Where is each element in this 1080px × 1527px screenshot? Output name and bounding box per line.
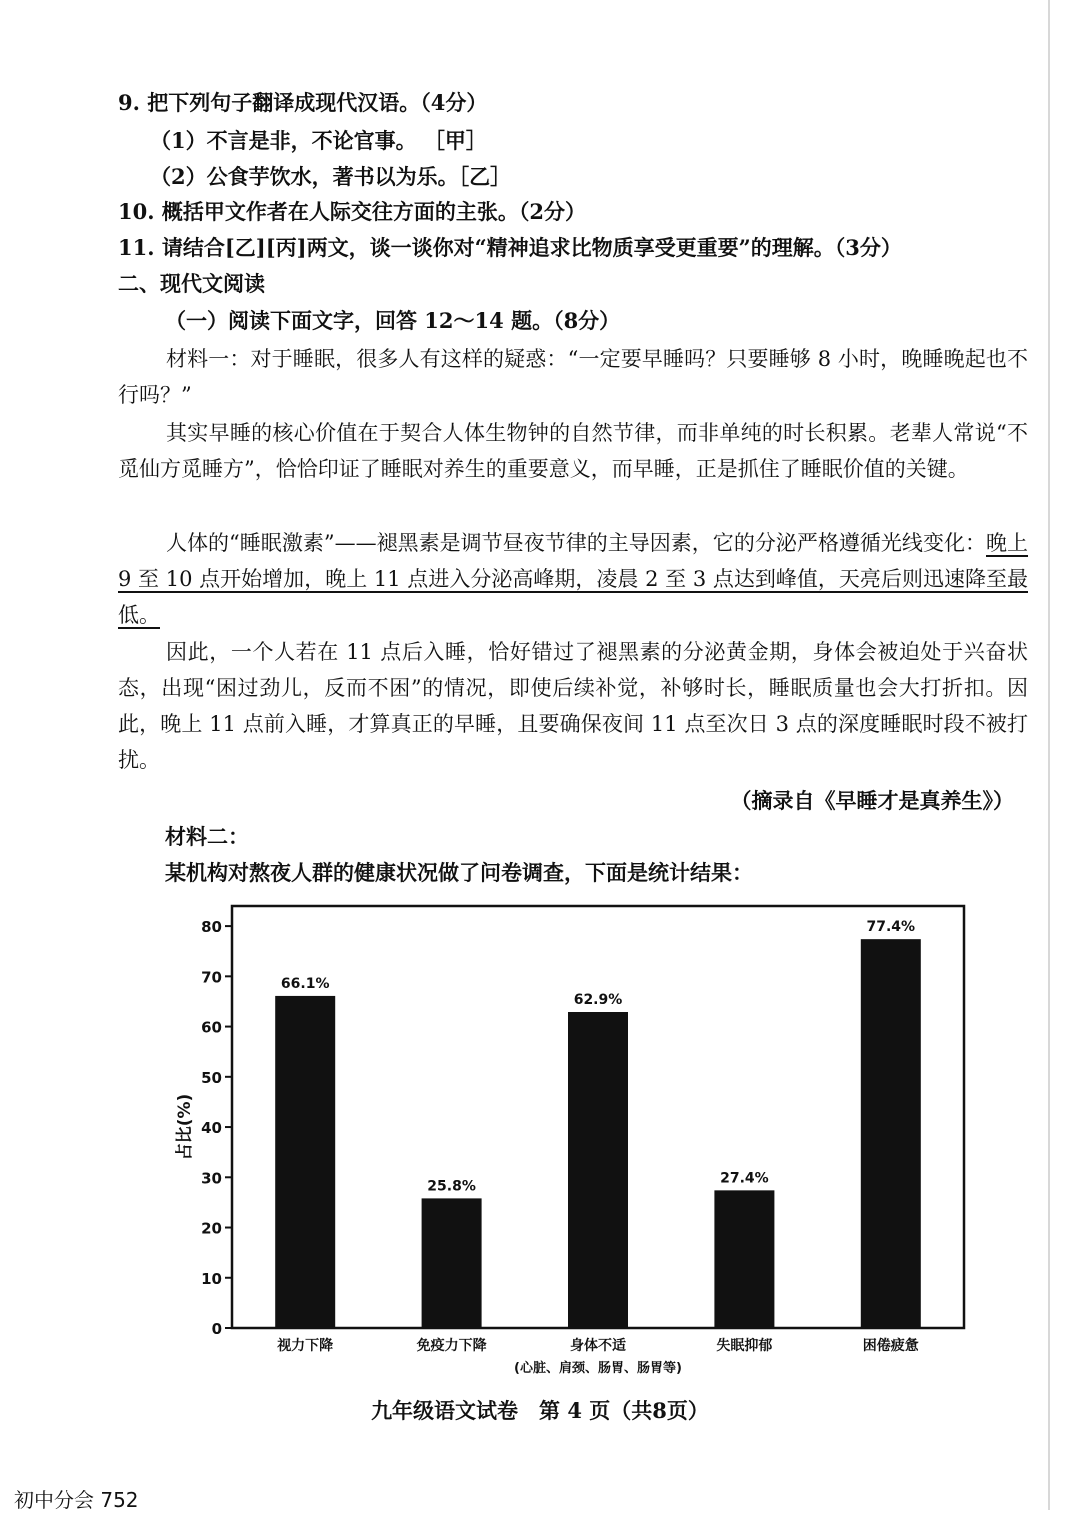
material2-label: 材料二： — [165, 824, 249, 849]
material1-paragraph-4: 因此，一个人若在 11 点后入睡，恰好错过了褪黑素的分泌黄金期，身体会被迫处于兴奋状态，出现“困过劲儿，反而不困”的情况，即使后续补觉，补够时长，睡眠质量也会大打折扣。因此，晚上 11 点前入睡，才算真正的早睡，且要确保夜间 11 点至次日 3 点的深度睡眠时段不被打扰。 — [118, 640, 1028, 772]
bar-value-label: 25.8% — [427, 1178, 476, 1195]
x-category-label: 失眠抑郁 — [716, 1338, 773, 1354]
question-11: 11. 请结合[乙][丙]两文，谈一谈你对“精神追求比物质享受更重要”的理解。（3分） — [118, 235, 902, 260]
material2-intro: 某机构对熬夜人群的健康状况做了问卷调查，下面是统计结果： — [165, 860, 753, 885]
y-tick-label: 50 — [201, 1068, 222, 1087]
x-category-label: 身体不适 — [570, 1338, 626, 1354]
y-tick-label: 20 — [201, 1219, 222, 1238]
y-tick-label: 70 — [201, 968, 222, 987]
paragraph-3-text: 人体的“睡眠激素”——褪黑素是调节昼夜节律的主导因素，它的分泌严格遵循光线变化： — [166, 531, 986, 555]
bar-value-label: 62.9% — [573, 992, 623, 1009]
bar — [422, 1198, 482, 1328]
underlined-sentence: 晚上 9 至 10 点开始增加，晚上 11 点进入分泌高峰期，凌晨 2 至 3 点达到峰值，天亮后则迅速降至最低。 — [118, 531, 1029, 627]
question-9-item-1: （1）不言是非，不论官事。 ［甲］ — [150, 128, 487, 153]
y-tick-label: 30 — [201, 1169, 222, 1188]
material1-paragraph-3 — [118, 525, 1028, 633]
bar-chart-svg — [160, 900, 980, 1390]
bar — [568, 1012, 628, 1328]
bar-chart — [160, 900, 980, 1390]
bar — [714, 1190, 774, 1328]
source-citation: （摘录自《早睡才是真养生》） — [730, 788, 1014, 813]
material1-paragraph-1: 材料一：对于睡眠，很多人有这样的疑惑：“一定要早睡吗？只要睡够 8 小时，晚睡晚起也不行吗？” — [118, 347, 1028, 407]
x-category-note: (心脏、肩颈、肠胃、肠胃等) — [514, 1361, 682, 1376]
corner-note: 初中分会 752 — [14, 1488, 139, 1512]
question-10: 10. 概括甲文作者在人际交往方面的主张。（2分） — [118, 199, 586, 224]
question-9: 9. 把下列句子翻译成现代汉语。（4分） — [118, 90, 488, 115]
material1-paragraph-2: 其实早睡的核心价值在于契合人体生物钟的自然节律，而非单纯的时长积累。老辈人常说“不觅仙方觅睡方”，恰恰印证了睡眠对养生的重要意义，而早睡，正是抓住了睡眠价值的关键。 — [118, 421, 1028, 481]
bar — [861, 939, 921, 1328]
bar-value-label: 66.1% — [280, 975, 330, 992]
section-part-1-heading: （一）阅读下面文字，回答 12～14 题。（8分） — [165, 308, 621, 333]
y-tick-label: 10 — [201, 1269, 222, 1288]
bar-value-label: 77.4% — [866, 919, 916, 936]
y-tick-label: 80 — [201, 918, 222, 937]
y-tick-label: 60 — [201, 1018, 222, 1037]
bar-value-label: 27.4% — [720, 1170, 769, 1187]
page-footer: 九年级语文试卷 第 4 页（共8页） — [371, 1398, 709, 1423]
question-9-item-2: （2）公食芋饮水，著书以为乐。［乙］ — [150, 164, 512, 189]
y-axis-label: 占比(%) — [175, 1093, 195, 1161]
bar — [275, 996, 335, 1328]
x-category-label: 视力下降 — [277, 1338, 334, 1354]
x-category-label: 困倦疲惫 — [862, 1338, 919, 1354]
y-tick-label: 40 — [201, 1119, 222, 1138]
y-tick-label: 0 — [211, 1320, 222, 1338]
section-title-modern-reading: 二、现代文阅读 — [118, 271, 265, 296]
x-category-label: 免疫力下降 — [416, 1338, 487, 1354]
